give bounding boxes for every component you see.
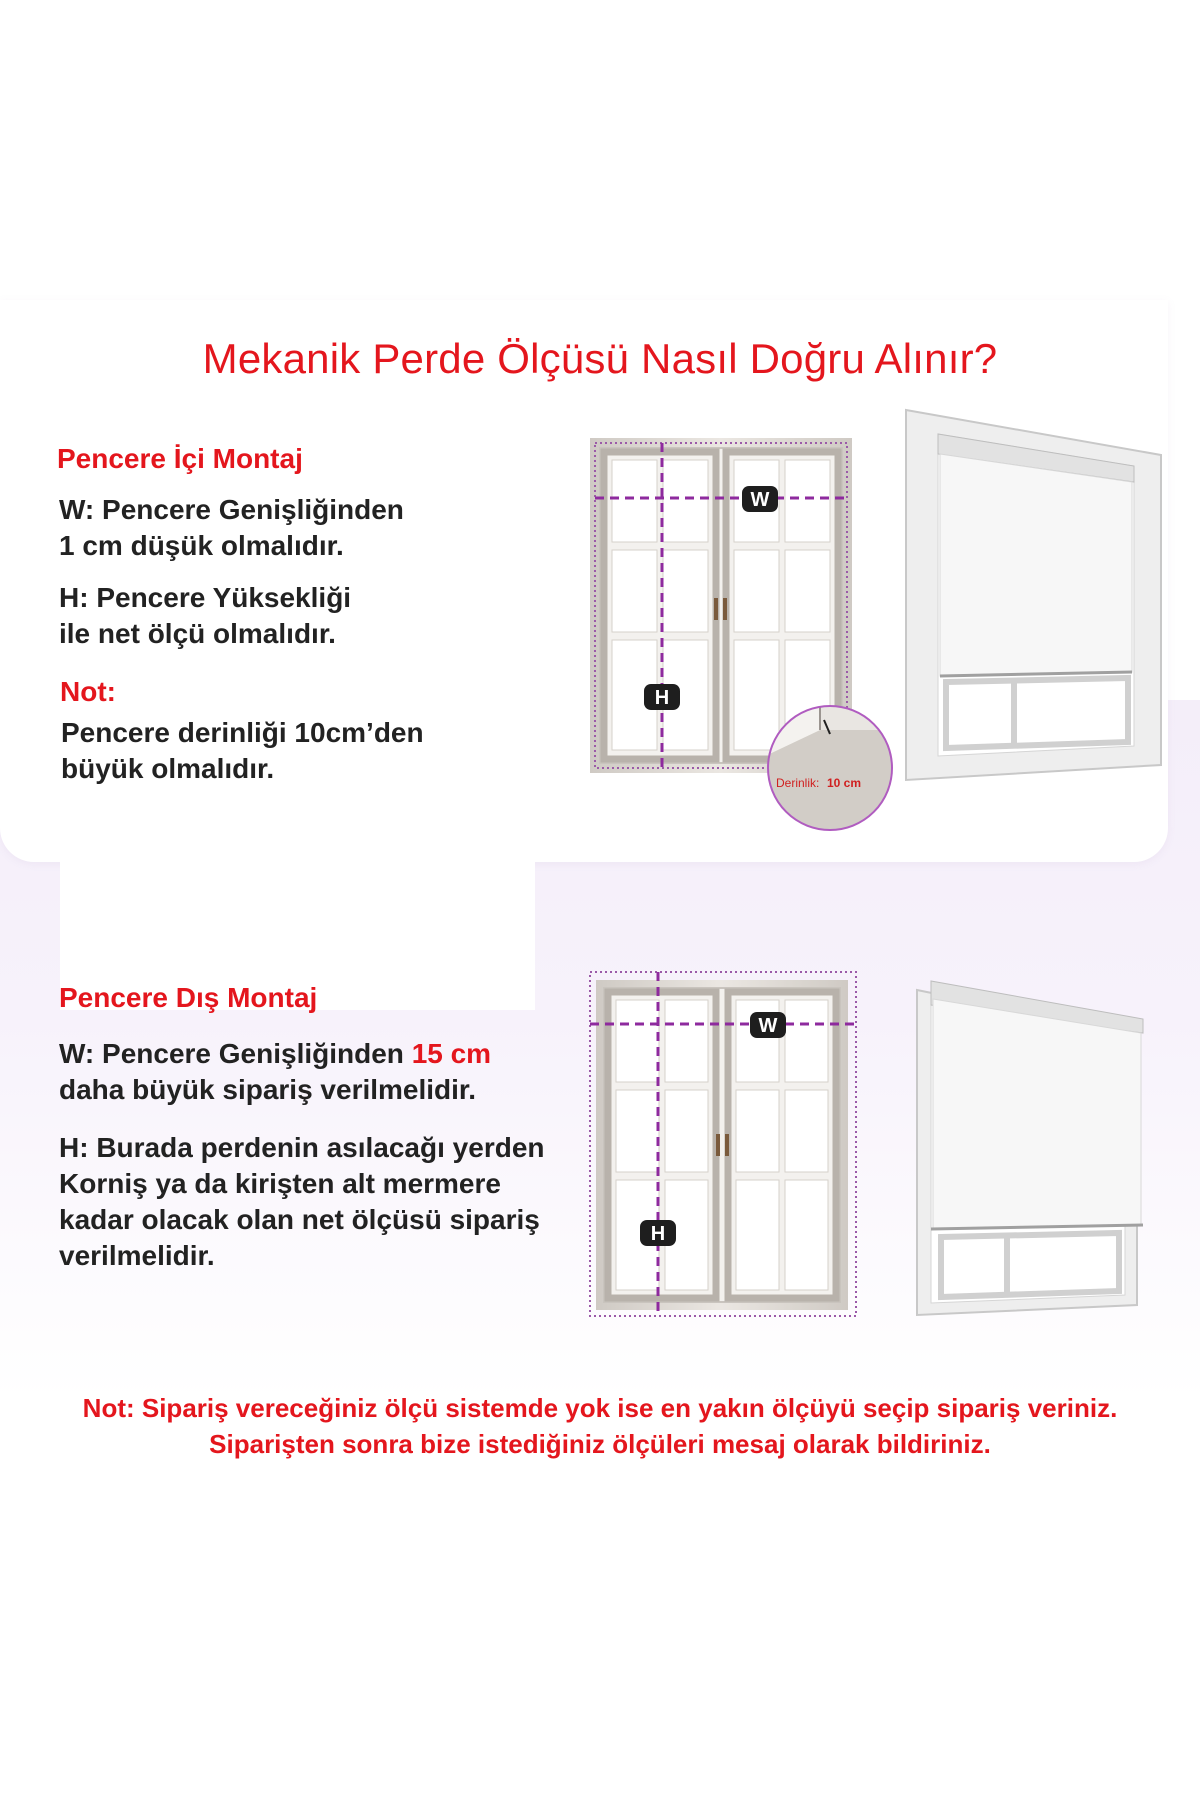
roller-fabric bbox=[933, 999, 1141, 1229]
roller-fabric bbox=[940, 454, 1132, 676]
footer-note bbox=[0, 1390, 1200, 1462]
outside-height-rule: H: Burada perdenin asılacağı yerden Korniş ya da kirişten alt mermere kadar olacak olan net ölçüsü sipariş verilmelidir. bbox=[59, 1132, 545, 1271]
handle-left bbox=[716, 1134, 720, 1156]
height-badge-label: H bbox=[650, 1223, 666, 1245]
handle-right bbox=[723, 598, 727, 620]
handle-left bbox=[714, 598, 718, 620]
outside-width-rule bbox=[59, 1036, 491, 1108]
inside-mount-heading: Pencere İçi Montaj bbox=[57, 443, 303, 474]
inside-note-heading: Not: bbox=[60, 676, 116, 707]
inside-width-rule: W: Pencere Genişliğinden 1 cm düşük olmalıdır. bbox=[59, 494, 404, 561]
depth-value: 10 cm bbox=[827, 776, 862, 790]
inside-height-rule: H: Pencere Yüksekliği ile net ölçü olmalıdır. bbox=[59, 582, 352, 649]
inside-blind-illustration bbox=[906, 410, 1166, 780]
height-badge-label: H bbox=[654, 687, 670, 709]
outside-width-highlight: 15 cm bbox=[411, 1038, 492, 1069]
inside-note-text: Pencere derinliği 10cm’den büyük olmalıdır. bbox=[61, 717, 424, 784]
handle-right bbox=[725, 1134, 729, 1156]
depth-label: Derinlik: bbox=[776, 776, 820, 790]
width-badge-label: W bbox=[750, 489, 770, 511]
width-badge-label: W bbox=[758, 1015, 778, 1037]
outside-window-diagram bbox=[590, 970, 860, 1320]
outside-blind-illustration bbox=[915, 975, 1145, 1320]
inside-window-diagram bbox=[590, 438, 900, 838]
outside-width-rule-suffix: daha büyük sipariş verilmelidir. bbox=[59, 1074, 477, 1105]
footer-note-line-2: Siparişten sonra bize istediğiniz ölçüleri mesaj olarak bildiriniz. bbox=[209, 1429, 991, 1459]
outside-width-rule-prefix: W: Pencere Genişliğinden bbox=[59, 1038, 412, 1069]
page-title: Mekanik Perde Ölçüsü Nasıl Doğru Alınır? bbox=[202, 335, 998, 382]
outside-mount-heading: Pencere Dış Montaj bbox=[59, 982, 318, 1013]
footer-note-line-1: Not: Sipariş vereceğiniz ölçü sistemde yok ise en yakın ölçüyü seçip sipariş veriniz. bbox=[82, 1393, 1118, 1423]
